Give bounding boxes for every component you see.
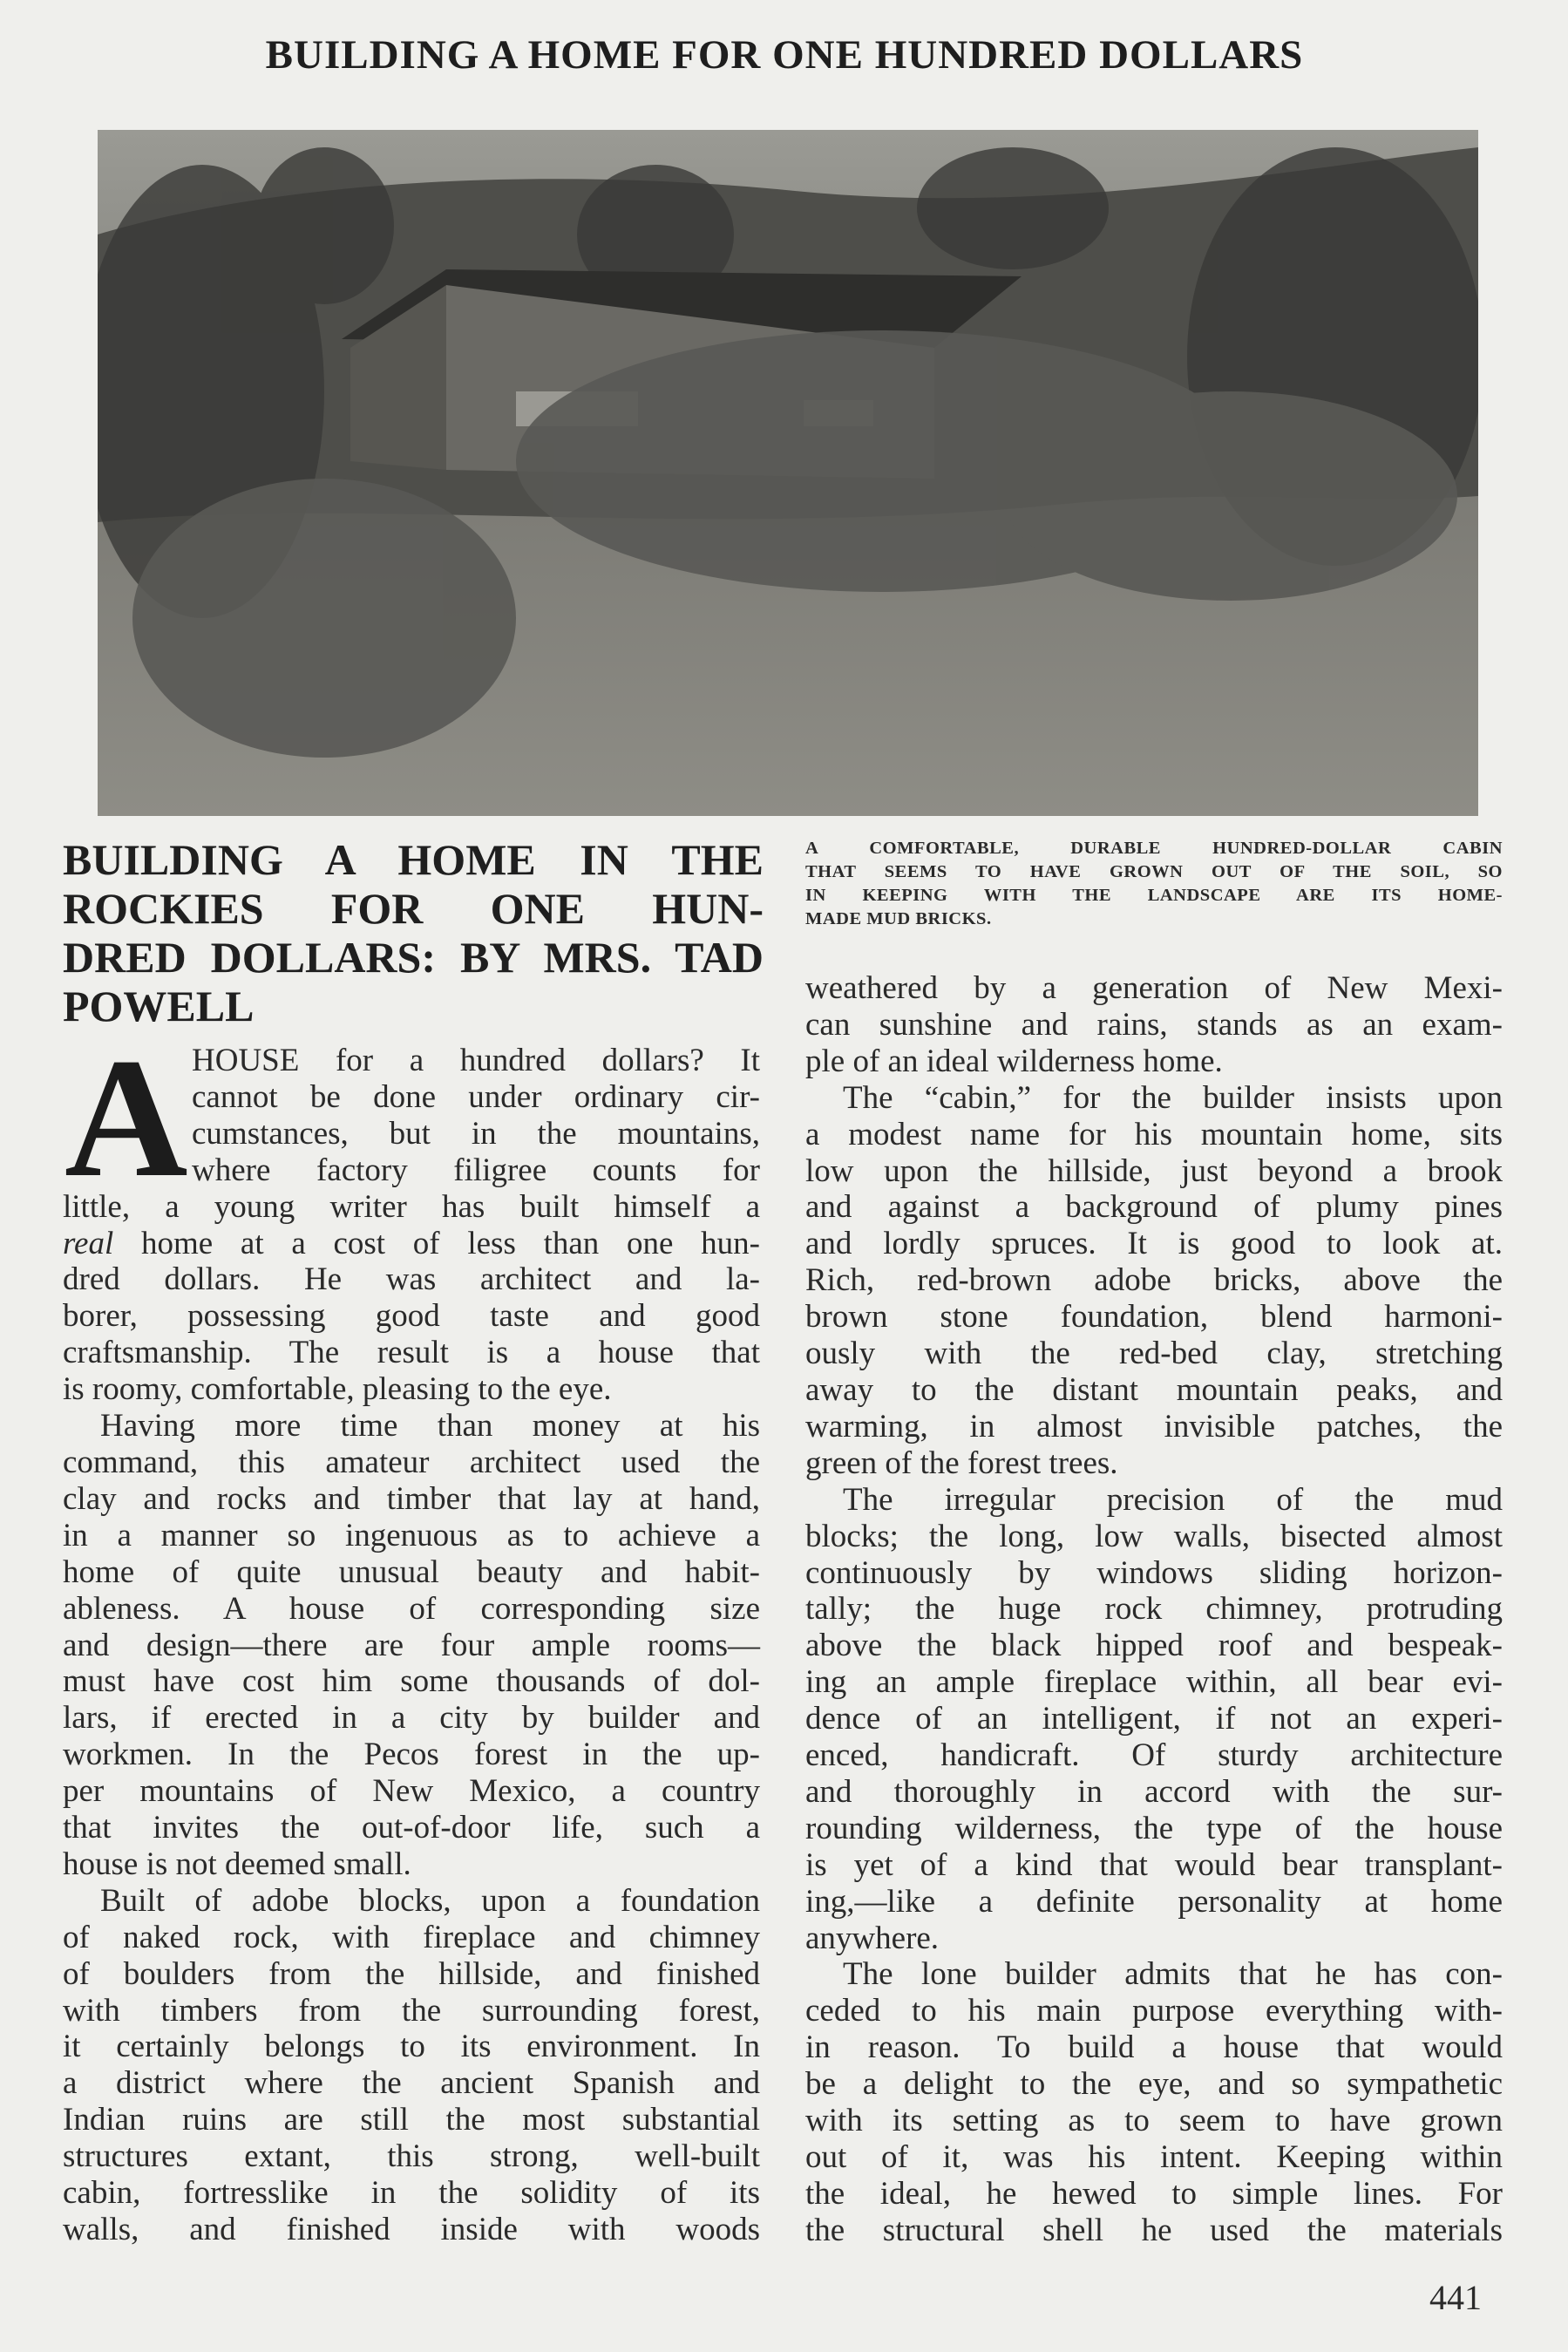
text-line: The irregular precision of the mud bbox=[843, 1481, 1503, 1518]
text-line: The “cabin,” for the builder insists upon bbox=[843, 1079, 1503, 1116]
text-line: in a manner so ingenuous as to achieve a bbox=[63, 1517, 760, 1553]
text-line: ously with the red-bed clay, stretching bbox=[805, 1336, 1503, 1372]
text-line: command, this amateur architect used the bbox=[63, 1444, 760, 1480]
text-line: lars, if erected in a city by builder and bbox=[63, 1700, 760, 1737]
text-line: must have cost him some thousands of dol- bbox=[63, 1663, 760, 1700]
title-line: ROCKIES FOR ONE HUN- bbox=[63, 884, 764, 933]
text-line: cabin, fortresslike in the solidity of its bbox=[63, 2175, 760, 2212]
title-line: DRED DOLLARS: BY MRS. TAD bbox=[63, 933, 764, 982]
text-line: and design—there are four ample rooms— bbox=[63, 1627, 760, 1663]
text-line: Rich, red-brown adobe bricks, above the bbox=[805, 1262, 1503, 1299]
text-line: that invites the out-of-door life, such a bbox=[63, 1810, 760, 1846]
text-line: ing an ample fireplace within, all bear evi- bbox=[805, 1664, 1503, 1701]
text-line: house is not deemed small. bbox=[63, 1846, 411, 1882]
emphasis: real bbox=[63, 1225, 114, 1261]
text-line: warming, in almost invisible patches, the bbox=[805, 1408, 1503, 1445]
text-line: green of the forest trees. bbox=[805, 1445, 1118, 1481]
text-line: the ideal, he hewed to simple lines. For bbox=[805, 2175, 1503, 2212]
text-line: above the black hipped roof and bespeak- bbox=[805, 1628, 1503, 1664]
text-line: Built of adobe blocks, upon a foundation bbox=[100, 1882, 760, 1919]
text-line: where factory filigree counts for bbox=[192, 1152, 760, 1188]
text-line: out of it, was his intent. Keeping within bbox=[805, 2139, 1503, 2175]
text-line: real home at a cost of less than one hun- bbox=[63, 1225, 760, 1261]
text-line: ableness. A house of corresponding size bbox=[63, 1590, 760, 1627]
text-line: clay and rocks and timber that lay at hand, bbox=[63, 1480, 760, 1517]
text-line: home of quite unusual beauty and habit- bbox=[63, 1553, 760, 1590]
text-line: walls, and finished inside with woods bbox=[63, 2212, 760, 2247]
text-line: structures extant, this strong, well-built bbox=[63, 2138, 760, 2175]
text-line: enced, handicraft. Of sturdy architecture bbox=[805, 1737, 1503, 1774]
cabin-photo bbox=[98, 130, 1478, 816]
text-line: it certainly belongs to its environment. In bbox=[63, 2029, 760, 2065]
text-line: brown stone foundation, blend harmoni- bbox=[805, 1299, 1503, 1336]
text-line: a modest name for his mountain home, sits bbox=[805, 1116, 1503, 1152]
right-column bbox=[805, 970, 1503, 2249]
text-line: with its setting as to seem to have grown bbox=[805, 2103, 1503, 2139]
text-line: the structural shell he used the materials bbox=[805, 2212, 1503, 2248]
text-line: in reason. To build a house that would bbox=[805, 2029, 1503, 2066]
text-line: ing,—like a definite personality at home bbox=[805, 1883, 1503, 1920]
text-line: and against a background of plumy pines bbox=[805, 1189, 1503, 1226]
running-head: BUILDING A HOME FOR ONE HUNDRED DOLLARS bbox=[265, 32, 1304, 78]
text-line: of boulders from the hillside, and finished bbox=[63, 1955, 760, 1992]
page-number: 441 bbox=[1429, 2278, 1482, 2317]
drop-cap: A bbox=[64, 1023, 188, 1213]
text-line: dence of an intelligent, if not an experi- bbox=[805, 1701, 1503, 1737]
text-line: away to the distant mountain peaks, and bbox=[805, 1371, 1503, 1408]
text-line: be a delight to the eye, and so sympathetic bbox=[805, 2066, 1503, 2103]
text-line: of naked rock, with fireplace and chimney bbox=[63, 1919, 760, 1955]
text-line: low upon the hillside, just beyond a brook bbox=[805, 1152, 1503, 1189]
text-line: weathered by a generation of New Mexi- bbox=[805, 970, 1503, 1006]
text-line: little, a young writer has built himself a bbox=[63, 1188, 760, 1225]
text-line: and thoroughly in accord with the sur- bbox=[805, 1773, 1503, 1810]
caption-line: IN KEEPING WITH THE LANDSCAPE ARE ITS HOME- bbox=[805, 886, 1503, 905]
text-line: anywhere. bbox=[805, 1920, 940, 1956]
text-line: is roomy, comfortable, pleasing to the eye. bbox=[63, 1371, 612, 1408]
title-line: BUILDING A HOME IN THE bbox=[63, 835, 764, 884]
caption-line: THAT SEEMS TO HAVE GROWN OUT OF THE SOIL, SO bbox=[805, 862, 1503, 881]
text-line: craftsmanship. The result is a house that bbox=[63, 1335, 760, 1371]
text-line: Indian ruins are still the most substantial bbox=[63, 2102, 760, 2138]
text-line: with timbers from the surrounding forest, bbox=[63, 1992, 760, 2029]
text-line: cumstances, but in the mountains, bbox=[192, 1115, 760, 1152]
text-line: can sunshine and rains, stands as an exam- bbox=[805, 1006, 1503, 1043]
text-line: cannot be done under ordinary cir- bbox=[192, 1078, 760, 1115]
caption-line: MADE MUD BRICKS. bbox=[805, 909, 992, 928]
text-line: The lone builder admits that he has con- bbox=[843, 1956, 1503, 1993]
text-line: blocks; the long, low walls, bisected almost bbox=[805, 1518, 1503, 1554]
text-line: rounding wilderness, the type of the house bbox=[805, 1810, 1503, 1846]
text-line: continuously by windows sliding horizon- bbox=[805, 1554, 1503, 1591]
photo-caption bbox=[805, 837, 1503, 931]
text-line: ple of an ideal wilderness home. bbox=[805, 1043, 1223, 1079]
article-title bbox=[63, 835, 764, 1030]
text-line: and lordly spruces. It is good to look at. bbox=[805, 1226, 1503, 1262]
text-line: per mountains of New Mexico, a country bbox=[63, 1773, 760, 1810]
title-line: POWELL bbox=[63, 982, 255, 1030]
text-line: borer, possessing good taste and good bbox=[63, 1298, 760, 1335]
caption-line: A COMFORTABLE, DURABLE HUNDRED-DOLLAR CABIN bbox=[805, 839, 1503, 858]
text-line: Having more time than money at his bbox=[100, 1408, 760, 1445]
text-line: is yet of a kind that would bear transplant- bbox=[805, 1846, 1503, 1883]
text-line: tally; the huge rock chimney, protruding bbox=[805, 1591, 1503, 1628]
text-line: workmen. In the Pecos forest in the up- bbox=[63, 1737, 760, 1773]
text-line: a district where the ancient Spanish and bbox=[63, 2065, 760, 2102]
text-line: dred dollars. He was architect and la- bbox=[63, 1261, 760, 1298]
text-line: HOUSE for a hundred dollars? It bbox=[192, 1043, 760, 1078]
text-line: ceded to his main purpose everything with- bbox=[805, 1993, 1503, 2029]
left-column bbox=[63, 1023, 760, 2248]
